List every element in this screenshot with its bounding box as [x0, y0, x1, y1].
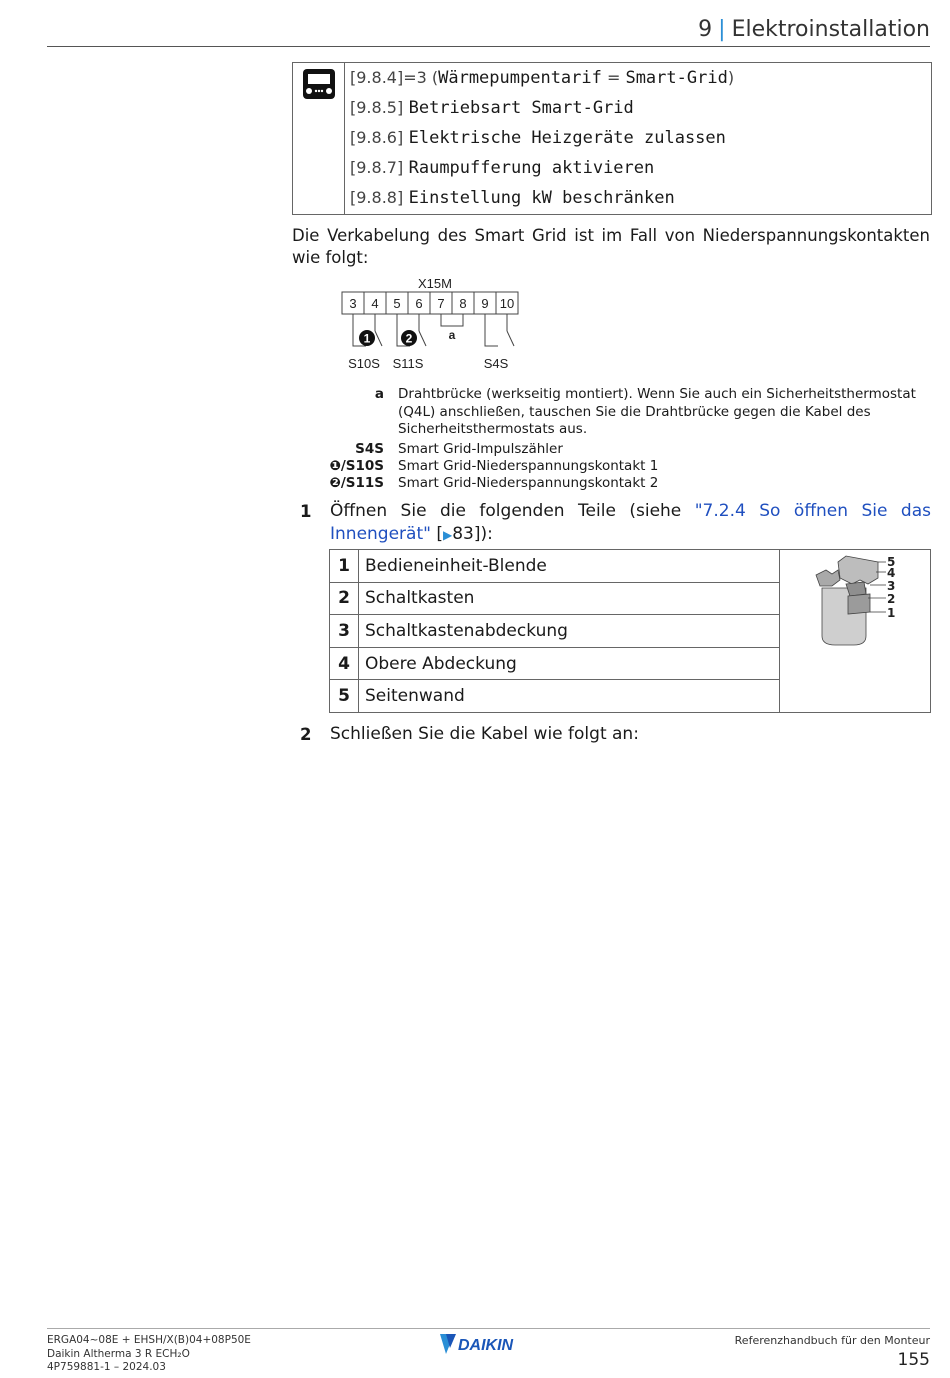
menu-setting-9-8-8 [350, 188, 675, 208]
setting-code: [9.8.8] [350, 188, 404, 207]
terminal-7: 7 [437, 296, 445, 311]
step-1-text [330, 500, 931, 546]
part-label: Schaltkastenabdeckung [359, 615, 780, 648]
setting-name: Einstellung kW beschränken [408, 188, 675, 208]
menu-setting-9-8-7 [350, 158, 654, 178]
setting-value: Smart-Grid [625, 68, 728, 88]
setting-close: ) [727, 68, 735, 87]
page-ref-arrow-icon: ▶ [442, 527, 453, 542]
header-rule [47, 46, 930, 47]
setting-code: [9.8.4]=3 ( [350, 68, 439, 87]
footer-rule [47, 1328, 930, 1329]
chapter-heading [698, 17, 930, 42]
figure-label-3: 3 [887, 579, 896, 593]
figure-label-5: 5 [887, 555, 896, 569]
part-number: 2 [330, 582, 359, 615]
step-number-2: 2 [300, 725, 312, 744]
menu-setting-9-8-6 [350, 128, 726, 148]
footer-product-info [47, 1334, 251, 1375]
terminal-6: 6 [415, 296, 423, 311]
page-ref-close: ]): [473, 523, 493, 544]
step-2-text: Schließen Sie die Kabel wie folgt an: [330, 724, 639, 744]
step-number-1: 1 [300, 502, 312, 521]
page-ref-open: [ [430, 523, 443, 544]
indoor-unit-parts-figure [780, 550, 930, 650]
footer-model: ERGA04~08E + EHSH/X(B)04+08P50E [47, 1334, 251, 1346]
terminal-10: 10 [499, 296, 515, 311]
part-number: 5 [330, 680, 359, 713]
daikin-brand-text: DAIKIN [458, 1337, 514, 1354]
setting-name: Elektrische Heizgeräte zulassen [408, 128, 726, 148]
legend-key-s11s: ❷/S11S [329, 475, 384, 491]
parts-figure-cell [780, 550, 931, 713]
menu-icon-cell [293, 63, 345, 214]
terminal-4: 4 [371, 296, 379, 311]
terminal-3: 3 [349, 296, 357, 311]
terminal-block-label: X15M [418, 276, 452, 291]
part-label: Obere Abdeckung [359, 647, 780, 680]
figure-label-1: 1 [887, 606, 896, 620]
chapter-number: 9 [698, 17, 713, 42]
footer-manual-title: Referenzhandbuch für den Monteur [734, 1334, 930, 1347]
part-number: 1 [330, 550, 359, 583]
page-number: 155 [897, 1350, 930, 1370]
daikin-logo [440, 1333, 540, 1359]
part-label: Seitenwand [359, 680, 780, 713]
footer-doc-id: 4P759881-1 – 2024.03 [47, 1361, 166, 1373]
footer-product: Daikin Altherma 3 R ECH₂O [47, 1347, 190, 1360]
switch-label-s11s: S11S [392, 356, 424, 371]
legend-key-s10s: ❶/S10S [329, 458, 384, 474]
switch-label-s4s: S4S [483, 356, 509, 371]
contact-marker-2 [401, 330, 417, 346]
legend-key-s4s: S4S [355, 441, 384, 457]
step-1-instruction: Öffnen Sie die folgenden Teile (siehe [330, 501, 695, 521]
part-number: 3 [330, 615, 359, 648]
part-number: 4 [330, 647, 359, 680]
figure-label-4: 4 [887, 566, 896, 580]
wiring-diagram [340, 276, 530, 374]
cross-reference-link[interactable]: "7.2.4 So öffnen Sie das Innengerät" [330, 501, 931, 544]
terminal-9: 9 [481, 296, 489, 311]
menu-settings-box [292, 62, 932, 215]
setting-code: [9.8.7] [350, 158, 404, 177]
daikin-logo-icon [440, 1333, 540, 1355]
setting-code: [9.8.6] [350, 128, 404, 147]
wires [353, 314, 514, 346]
chapter-title: Elektroinstallation [731, 17, 930, 42]
terminal-8: 8 [459, 296, 467, 311]
page-ref-number: 83 [452, 523, 474, 544]
user-interface-icon [303, 69, 335, 99]
legend-value-s11s: Smart Grid-Niederspannungskontakt 2 [398, 475, 659, 491]
contact-marker-1 [359, 330, 375, 346]
setting-code: [9.8.5] [350, 98, 404, 117]
terminal-5: 5 [393, 296, 401, 311]
parts-table [329, 549, 931, 713]
menu-setting-9-8-5 [350, 98, 634, 118]
svg-text:1: 1 [363, 331, 371, 346]
setting-name: Betriebsart Smart-Grid [408, 98, 634, 118]
svg-text:2: 2 [405, 331, 413, 346]
setting-name: Raumpufferung aktivieren [408, 158, 655, 178]
legend-key-a: a [374, 386, 384, 402]
menu-setting-9-8-4 [350, 68, 734, 88]
setting-name: Wärmepumpentarif [438, 68, 602, 88]
switch-label-s10s: S10S [348, 356, 380, 371]
terminal-strip [342, 292, 518, 314]
part-label: Bedieneinheit-Blende [359, 550, 780, 583]
figure-label-2: 2 [887, 592, 896, 606]
table-row [330, 550, 931, 583]
setting-equals: = [601, 68, 626, 87]
part-label: Schaltkasten [359, 582, 780, 615]
legend-value-a: Drahtbrücke (werkseitig montiert). Wenn Sie auch ein Sicherheitsthermostat (Q4L) anschließen, tauschen Sie die Drahtbrücke gegen die Kabel des Sicherheitsthermostats aus. [398, 386, 916, 437]
intro-paragraph: Die Verkabelung des Smart Grid ist im Fall von Niederspannungskontakten wie folgt: [292, 226, 930, 267]
legend-value-s4s: Smart Grid-Impulszähler [398, 441, 563, 457]
legend-value-s10s: Smart Grid-Niederspannungskontakt 1 [398, 458, 659, 474]
bridge-label: a [448, 328, 456, 342]
heading-separator: | [718, 17, 726, 42]
